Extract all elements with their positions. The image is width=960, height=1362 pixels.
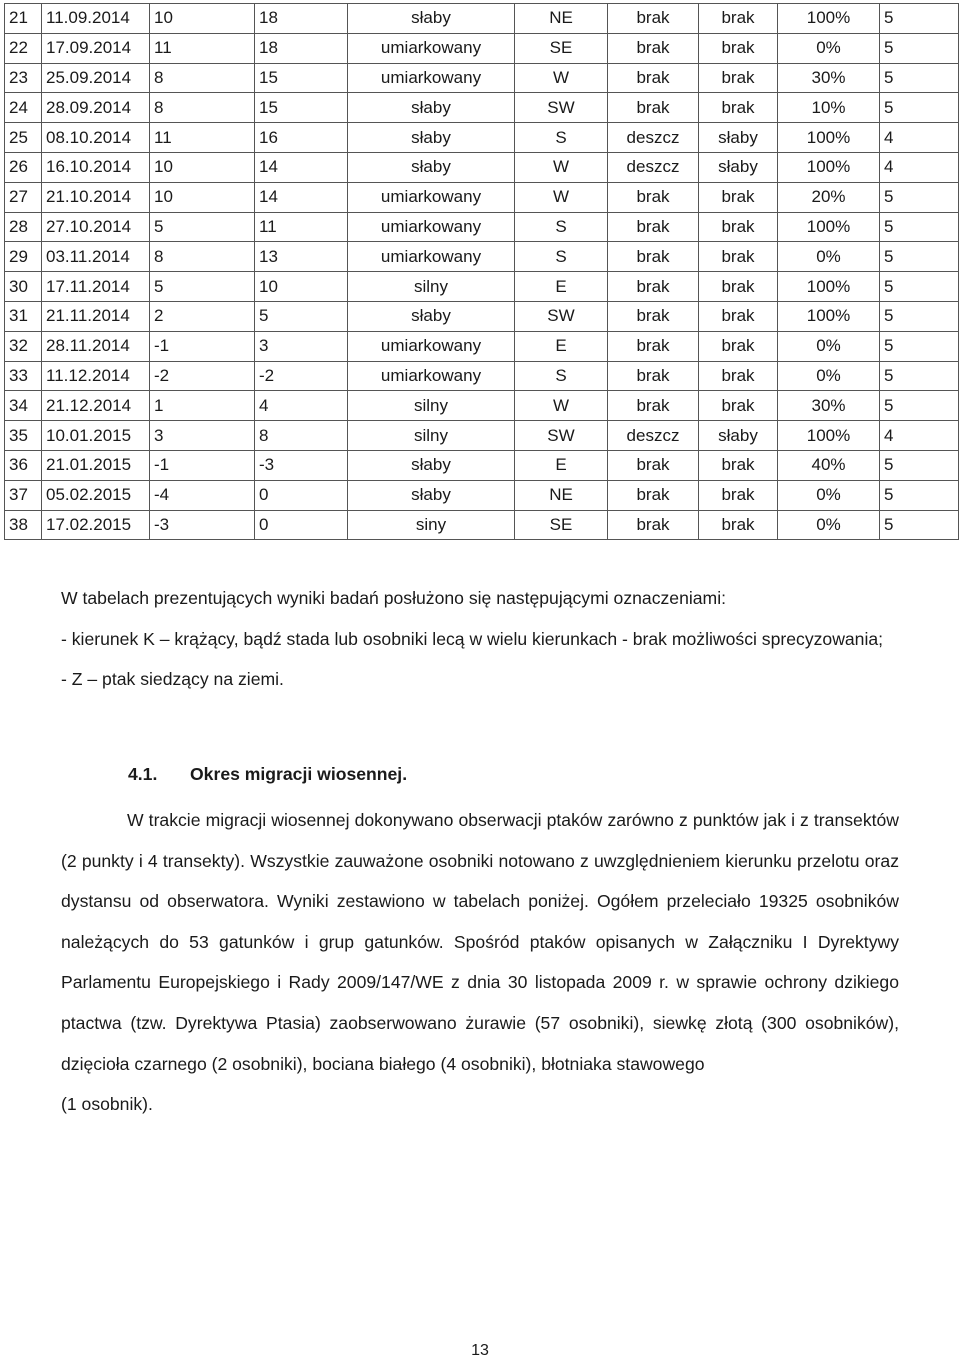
date-cell: 10.01.2015 xyxy=(42,421,150,451)
row-number-cell: 22 xyxy=(5,33,42,63)
date-cell: 03.11.2014 xyxy=(42,242,150,272)
date-cell: 08.10.2014 xyxy=(42,123,150,153)
precipitation-cell: brak xyxy=(608,93,699,123)
visibility-cell: 5 xyxy=(880,33,959,63)
table-row xyxy=(5,242,959,272)
wind-direction-cell: NE xyxy=(515,4,608,34)
precipitation-intensity-cell: brak xyxy=(699,93,778,123)
row-number-cell: 29 xyxy=(5,242,42,272)
wind-direction-cell: E xyxy=(515,272,608,302)
visibility-cell: 5 xyxy=(880,301,959,331)
visibility-cell: 5 xyxy=(880,450,959,480)
precipitation-cell: brak xyxy=(608,33,699,63)
visibility-cell: 5 xyxy=(880,4,959,34)
date-cell: 27.10.2014 xyxy=(42,212,150,242)
precipitation-cell: brak xyxy=(608,301,699,331)
wind-direction-cell: W xyxy=(515,63,608,93)
observation-table-body xyxy=(5,4,959,540)
table-row xyxy=(5,301,959,331)
table-row xyxy=(5,152,959,182)
date-cell: 21.11.2014 xyxy=(42,301,150,331)
temp-max-cell: -2 xyxy=(255,361,348,391)
wind-direction-cell: S xyxy=(515,123,608,153)
cloud-cover-cell: 0% xyxy=(778,480,880,510)
visibility-cell: 5 xyxy=(880,212,959,242)
cloud-cover-cell: 40% xyxy=(778,450,880,480)
precipitation-cell: brak xyxy=(608,4,699,34)
legend-direction-z: - Z – ptak siedzący na ziemi. xyxy=(61,669,284,690)
table-row xyxy=(5,450,959,480)
table-row xyxy=(5,361,959,391)
precipitation-intensity-cell: brak xyxy=(699,391,778,421)
wind-strength-cell: silny xyxy=(348,421,515,451)
table-row xyxy=(5,93,959,123)
date-cell: 11.09.2014 xyxy=(42,4,150,34)
legend-direction-k: - kierunek K – krążący, bądź stada lub osobniki lecą w wielu kierunkach - brak możliwości sprecyzowania; xyxy=(61,628,884,649)
row-number-cell: 28 xyxy=(5,212,42,242)
visibility-cell: 5 xyxy=(880,480,959,510)
legend-intro: W tabelach prezentujących wyniki badań posłużono się następującymi oznaczeniami: xyxy=(61,588,727,608)
wind-strength-cell: słaby xyxy=(348,123,515,153)
table-row xyxy=(5,182,959,212)
wind-direction-cell: S xyxy=(515,242,608,272)
precipitation-cell: brak xyxy=(608,182,699,212)
spring-migration-last-line: (1 osobnik). xyxy=(61,1094,153,1115)
precipitation-intensity-cell: brak xyxy=(699,242,778,272)
section-heading xyxy=(128,758,407,790)
date-cell: 17.09.2014 xyxy=(42,33,150,63)
wind-strength-cell: umiarkowany xyxy=(348,212,515,242)
temp-min-cell: -2 xyxy=(150,361,255,391)
precipitation-cell: brak xyxy=(608,510,699,540)
row-number-cell: 33 xyxy=(5,361,42,391)
cloud-cover-cell: 100% xyxy=(778,152,880,182)
date-cell: 05.02.2015 xyxy=(42,480,150,510)
wind-direction-cell: S xyxy=(515,361,608,391)
temp-max-cell: 0 xyxy=(255,480,348,510)
wind-strength-cell: umiarkowany xyxy=(348,33,515,63)
temp-min-cell: 11 xyxy=(150,33,255,63)
wind-strength-cell: silny xyxy=(348,272,515,302)
temp-max-cell: 15 xyxy=(255,93,348,123)
cloud-cover-cell: 30% xyxy=(778,391,880,421)
temp-min-cell: 2 xyxy=(150,301,255,331)
wind-strength-cell: słaby xyxy=(348,450,515,480)
date-cell: 25.09.2014 xyxy=(42,63,150,93)
wind-strength-cell: umiarkowany xyxy=(348,63,515,93)
precipitation-intensity-cell: słaby xyxy=(699,421,778,451)
wind-strength-cell: silny xyxy=(348,391,515,421)
precipitation-intensity-cell: brak xyxy=(699,182,778,212)
wind-strength-cell: słaby xyxy=(348,152,515,182)
wind-direction-cell: SW xyxy=(515,93,608,123)
precipitation-cell: deszcz xyxy=(608,421,699,451)
visibility-cell: 5 xyxy=(880,510,959,540)
temp-max-cell: 8 xyxy=(255,421,348,451)
temp-max-cell: 10 xyxy=(255,272,348,302)
row-number-cell: 24 xyxy=(5,93,42,123)
cloud-cover-cell: 100% xyxy=(778,301,880,331)
wind-strength-cell: umiarkowany xyxy=(348,242,515,272)
table-row xyxy=(5,272,959,302)
row-number-cell: 38 xyxy=(5,510,42,540)
precipitation-cell: deszcz xyxy=(608,152,699,182)
precipitation-intensity-cell: brak xyxy=(699,361,778,391)
cloud-cover-cell: 0% xyxy=(778,361,880,391)
row-number-cell: 25 xyxy=(5,123,42,153)
temp-max-cell: 14 xyxy=(255,152,348,182)
wind-strength-cell: umiarkowany xyxy=(348,331,515,361)
row-number-cell: 31 xyxy=(5,301,42,331)
row-number-cell: 21 xyxy=(5,4,42,34)
page-number: 13 xyxy=(471,1342,489,1359)
visibility-cell: 5 xyxy=(880,242,959,272)
temp-min-cell: 11 xyxy=(150,123,255,153)
precipitation-intensity-cell: brak xyxy=(699,450,778,480)
row-number-cell: 23 xyxy=(5,63,42,93)
date-cell: 17.11.2014 xyxy=(42,272,150,302)
date-cell: 28.09.2014 xyxy=(42,93,150,123)
temp-min-cell: -1 xyxy=(150,331,255,361)
temp-min-cell: -3 xyxy=(150,510,255,540)
table-row xyxy=(5,4,959,34)
table-row xyxy=(5,33,959,63)
precipitation-intensity-cell: brak xyxy=(699,480,778,510)
temp-max-cell: 14 xyxy=(255,182,348,212)
wind-strength-cell: umiarkowany xyxy=(348,182,515,212)
visibility-cell: 5 xyxy=(880,182,959,212)
visibility-cell: 5 xyxy=(880,272,959,302)
temp-max-cell: 13 xyxy=(255,242,348,272)
wind-direction-cell: S xyxy=(515,212,608,242)
temp-min-cell: -4 xyxy=(150,480,255,510)
spring-migration-text xyxy=(61,800,899,1125)
spring-migration-paragraph: W trakcie migracji wiosennej dokonywano obserwacji ptaków zarówno z punktów jak i z transektów (2 punkty i 4 transekty). Wszystkie zauważone osobniki notowano z uwzględnieniem kierunku przelotu oraz dystansu od obserwatora. Wyniki zestawiono w tabelach poniżej. Ogółem przeleciało 19325 osobników należących do 53 gatunków i grup gatunków. Spośród ptaków opisanych w Załączniku I Dyrektywy Parlamentu Europejskiego i Rady 2009/147/WE z dnia 30 listopada 2009 r. w sprawie ochrony dzikiego ptactwa (tzw. Dyrektywa Ptasia) zaobserwowano żurawie (57 osobniki), siewkę złotą (300 osobników), dzięcioła czarnego (2 osobniki), bociana białego (4 osobniki), błotniaka stawowego xyxy=(61,810,899,1074)
precipitation-intensity-cell: brak xyxy=(699,4,778,34)
visibility-cell: 4 xyxy=(880,152,959,182)
cloud-cover-cell: 30% xyxy=(778,63,880,93)
visibility-cell: 5 xyxy=(880,331,959,361)
wind-direction-cell: SW xyxy=(515,421,608,451)
row-number-cell: 32 xyxy=(5,331,42,361)
cloud-cover-cell: 100% xyxy=(778,212,880,242)
cloud-cover-cell: 100% xyxy=(778,123,880,153)
date-cell: 21.01.2015 xyxy=(42,450,150,480)
temp-min-cell: 10 xyxy=(150,152,255,182)
table-row xyxy=(5,480,959,510)
precipitation-intensity-cell: brak xyxy=(699,63,778,93)
precipitation-cell: brak xyxy=(608,212,699,242)
temp-max-cell: 4 xyxy=(255,391,348,421)
table-row xyxy=(5,63,959,93)
date-cell: 21.10.2014 xyxy=(42,182,150,212)
precipitation-cell: brak xyxy=(608,450,699,480)
wind-direction-cell: E xyxy=(515,331,608,361)
row-number-cell: 37 xyxy=(5,480,42,510)
visibility-cell: 4 xyxy=(880,421,959,451)
date-cell: 21.12.2014 xyxy=(42,391,150,421)
section-title: Okres migracji wiosennej. xyxy=(190,764,408,784)
visibility-cell: 4 xyxy=(880,123,959,153)
precipitation-intensity-cell: brak xyxy=(699,272,778,302)
cloud-cover-cell: 0% xyxy=(778,510,880,540)
wind-direction-cell: W xyxy=(515,391,608,421)
date-cell: 17.02.2015 xyxy=(42,510,150,540)
cloud-cover-cell: 0% xyxy=(778,242,880,272)
precipitation-cell: brak xyxy=(608,480,699,510)
wind-direction-cell: NE xyxy=(515,480,608,510)
temp-min-cell: 1 xyxy=(150,391,255,421)
precipitation-cell: brak xyxy=(608,242,699,272)
temp-min-cell: 5 xyxy=(150,212,255,242)
wind-strength-cell: słaby xyxy=(348,480,515,510)
cloud-cover-cell: 0% xyxy=(778,33,880,63)
wind-direction-cell: SE xyxy=(515,33,608,63)
temp-max-cell: 0 xyxy=(255,510,348,540)
wind-direction-cell: W xyxy=(515,152,608,182)
temp-min-cell: 10 xyxy=(150,4,255,34)
precipitation-cell: brak xyxy=(608,361,699,391)
precipitation-intensity-cell: brak xyxy=(699,212,778,242)
table-row xyxy=(5,123,959,153)
precipitation-intensity-cell: brak xyxy=(699,33,778,63)
observation-table xyxy=(4,3,959,540)
precipitation-cell: brak xyxy=(608,391,699,421)
cloud-cover-cell: 100% xyxy=(778,272,880,302)
table-row xyxy=(5,510,959,540)
temp-max-cell: 11 xyxy=(255,212,348,242)
temp-max-cell: 16 xyxy=(255,123,348,153)
temp-min-cell: 8 xyxy=(150,242,255,272)
temp-min-cell: 5 xyxy=(150,272,255,302)
date-cell: 16.10.2014 xyxy=(42,152,150,182)
temp-min-cell: 10 xyxy=(150,182,255,212)
temp-max-cell: 5 xyxy=(255,301,348,331)
row-number-cell: 27 xyxy=(5,182,42,212)
table-row xyxy=(5,212,959,242)
precipitation-intensity-cell: brak xyxy=(699,331,778,361)
temp-min-cell: -1 xyxy=(150,450,255,480)
table-row xyxy=(5,391,959,421)
row-number-cell: 36 xyxy=(5,450,42,480)
visibility-cell: 5 xyxy=(880,63,959,93)
temp-max-cell: 18 xyxy=(255,4,348,34)
table-row xyxy=(5,421,959,451)
visibility-cell: 5 xyxy=(880,361,959,391)
date-cell: 28.11.2014 xyxy=(42,331,150,361)
row-number-cell: 26 xyxy=(5,152,42,182)
row-number-cell: 35 xyxy=(5,421,42,451)
table-row xyxy=(5,331,959,361)
wind-strength-cell: słaby xyxy=(348,301,515,331)
precipitation-cell: deszcz xyxy=(608,123,699,153)
cloud-cover-cell: 20% xyxy=(778,182,880,212)
temp-min-cell: 3 xyxy=(150,421,255,451)
precipitation-intensity-cell: słaby xyxy=(699,123,778,153)
precipitation-intensity-cell: brak xyxy=(699,301,778,331)
temp-max-cell: 18 xyxy=(255,33,348,63)
wind-direction-cell: SW xyxy=(515,301,608,331)
temp-max-cell: 3 xyxy=(255,331,348,361)
cloud-cover-cell: 10% xyxy=(778,93,880,123)
row-number-cell: 34 xyxy=(5,391,42,421)
cloud-cover-cell: 100% xyxy=(778,421,880,451)
temp-min-cell: 8 xyxy=(150,93,255,123)
cloud-cover-cell: 100% xyxy=(778,4,880,34)
precipitation-cell: brak xyxy=(608,331,699,361)
legend-notes xyxy=(61,578,899,700)
wind-direction-cell: W xyxy=(515,182,608,212)
cloud-cover-cell: 0% xyxy=(778,331,880,361)
visibility-cell: 5 xyxy=(880,93,959,123)
wind-strength-cell: słaby xyxy=(348,93,515,123)
wind-direction-cell: E xyxy=(515,450,608,480)
precipitation-intensity-cell: brak xyxy=(699,510,778,540)
temp-max-cell: 15 xyxy=(255,63,348,93)
precipitation-cell: brak xyxy=(608,63,699,93)
section-number: 4.1. xyxy=(128,764,158,784)
precipitation-intensity-cell: słaby xyxy=(699,152,778,182)
temp-max-cell: -3 xyxy=(255,450,348,480)
date-cell: 11.12.2014 xyxy=(42,361,150,391)
row-number-cell: 30 xyxy=(5,272,42,302)
observation-table-container xyxy=(4,3,958,540)
wind-strength-cell: umiarkowany xyxy=(348,361,515,391)
visibility-cell: 5 xyxy=(880,391,959,421)
wind-direction-cell: SE xyxy=(515,510,608,540)
wind-strength-cell: słaby xyxy=(348,4,515,34)
wind-strength-cell: siny xyxy=(348,510,515,540)
temp-min-cell: 8 xyxy=(150,63,255,93)
precipitation-cell: brak xyxy=(608,272,699,302)
